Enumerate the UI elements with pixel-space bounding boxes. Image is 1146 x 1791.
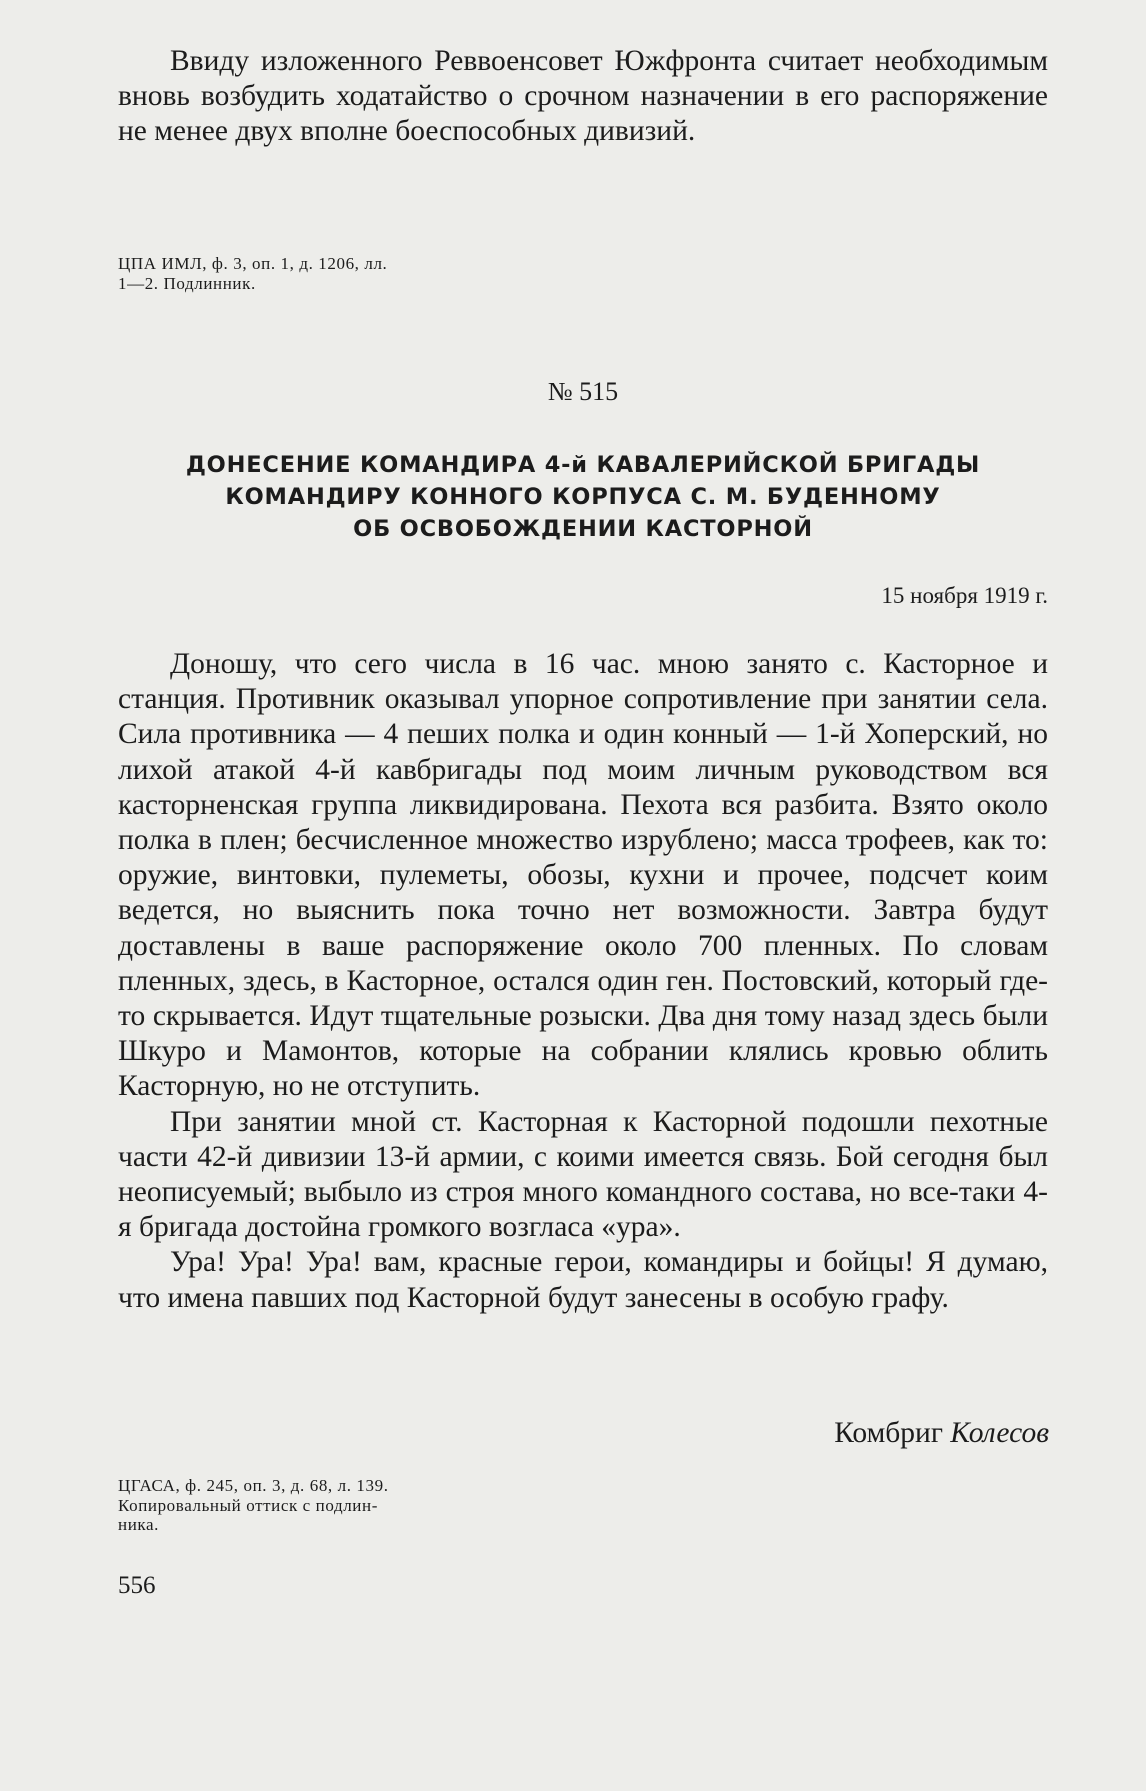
document-title	[118, 449, 1048, 545]
signature-rank: Комбриг	[834, 1417, 943, 1449]
archive-source-2	[118, 1476, 538, 1535]
intro-paragraph: Ввиду изложенного Реввоенсовет Южфронта считает необходимым вновь возбудить ходатайство о срочном назначении в его распоряжение не менее двух вполне боеспособных дивизий.	[118, 45, 1048, 148]
report-paragraph: Доношу, что сего числа в 16 час. мною занято с. Касторное и станция. Противник оказывал упорное сопротивление при занятии села. Сила противника — 4 пеших полка и один конный — 1-й Хоперский, но лихой атакой 4-й кавбригады под моим личным руководством вся касторненская группа ликвидирована. Пехота вся разбита. Взято около полка в плен; бесчисленное множество изрублено; масса трофеев, как то: оружие, винтовки, пулеметы, обозы, кухни и прочее, подсчет коим ведется, но выяснить пока точно нет возможности. Завтра будут доставлены в ваше распоряжение около 700 пленных. По словам пленных, здесь, в Касторное, остался один ген. Постовский, который где-то скрывается. Идут тщательные розыски. Два дня тому назад здесь были Шкуро и Мамонтов, которые на собрании клялись кровью облить Касторную, но не отступить.	[118, 648, 1048, 1103]
document-title-line: ДОНЕСЕНИЕ КОМАНДИРА 4-й КАВАЛЕРИЙСКОЙ БРИГАДЫ	[185, 452, 981, 478]
archive-source-1-line: ЦПА ИМЛ, ф. 3, оп. 1, д. 1206, лл.	[118, 254, 388, 273]
archive-source-1	[118, 254, 538, 293]
report-paragraph: При занятии мной ст. Касторная к Касторной подошли пехотные части 42-й дивизии 13-й армии, с коими имеется связь. Бой сегодня был неописуемый; выбыло из строя много командного состава, но все-таки 4-я бригада достойна громкого возгласа «ура».	[118, 1105, 1048, 1244]
archive-source-1-line: 1—2. Подлинник.	[118, 273, 256, 293]
document-date: 15 ноября 1919 г.	[881, 583, 1048, 608]
document-title-line: ОБ ОСВОБОЖДЕНИИ КАСТОРНОЙ	[353, 516, 813, 542]
signature	[834, 1416, 1049, 1451]
report-body	[118, 647, 1048, 1316]
report-paragraph: Ура! Ура! Ура! вам, красные герои, командиры и бойцы! Я думаю, что имена павших под Касторной будут занесены в особую графу.	[118, 1246, 1048, 1314]
signature-name: Колесов	[950, 1417, 1049, 1449]
page-number: 556	[118, 1572, 156, 1599]
archive-source-2-line: ника.	[118, 1515, 159, 1534]
archive-source-2-line: Копировальный оттиск с подлин-	[118, 1495, 378, 1515]
document-number: № 515	[547, 377, 619, 406]
document-title-line: КОМАНДИРУ КОННОГО КОРПУСА С. М. БУДЕННОМУ	[225, 484, 941, 510]
archive-source-2-line: ЦГАСА, ф. 245, оп. 3, д. 68, л. 139.	[118, 1476, 389, 1495]
